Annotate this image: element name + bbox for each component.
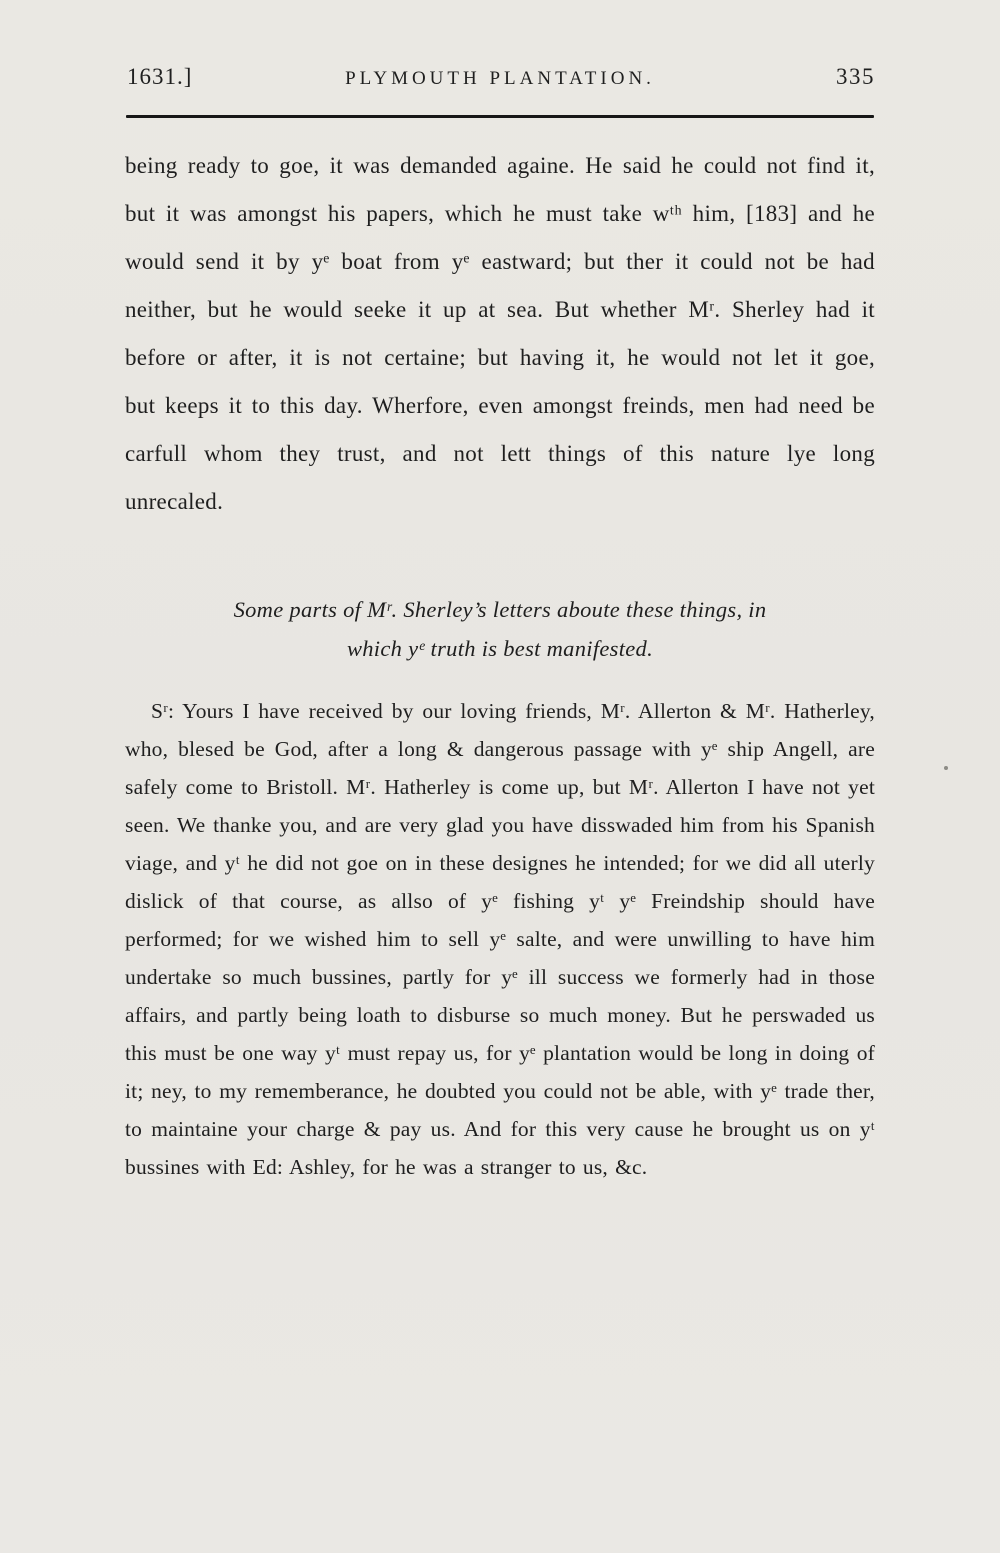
header-title: PLYMOUTH PLANTATION. [345, 68, 655, 89]
page-body [125, 142, 875, 1186]
scan-speck [944, 766, 948, 770]
section-heading-line2: which yᵉ truth is best manifested. [346, 636, 654, 661]
section-heading [125, 590, 875, 668]
header-rule [126, 115, 874, 118]
section-heading-line1: Some parts of Mʳ. Sherley’s letters aboute these things, in [233, 597, 767, 622]
page-header [125, 64, 875, 96]
header-page-number: 335 [836, 64, 875, 89]
paragraph-continuation: being ready to goe, it was demanded againe. He said he could not find it, but it was amongst his papers, which he must take wᵗʰ him, [183] and he would send it by yᵉ boat from yᵉ eastward; but ther it could not be had neither, but he would seeke it up at sea. But whether Mʳ. Sherley had it before or after, it is not certaine; but having it, he would not let it goe, but keeps it to this day. Wherfore, even amongst freinds, men had need be carfull whom they trust, and not lett things of this nature lye long unrecaled. [125, 153, 875, 514]
letter-paragraph: Sʳ: Yours I have received by our loving friends, Mʳ. Allerton & Mʳ. Hatherley, who, blesed be God, after a long & dangerous passage with yᵉ ship Angell, are safely come to Bristoll. Mʳ. Hatherley is come up, but Mʳ. Allerton I have not yet seen. We thanke you, and are very glad you have disswaded him from his Spanish viage, and yᵗ he did not goe on in these designes he intended; for we did all uterly dislick of that course, as allso of yᵉ fishing yᵗ yᵉ Freindship should have performed; for we wished him to sell yᵉ salte, and were unwilling to have him undertake so much bussines, partly for yᵉ ill success we formerly had in those affairs, and partly being loath to disburse so much money. But he perswaded us this must be one way yᵗ must repay us, for yᵉ plantation would be long in doing of it; ney, to my rememberance, he doubted you could not be able, with yᵉ trade ther, to maintaine your charge & pay us. And for this very cause he brought us on yᵗ bussines with Ed: Ashley, for he was a stranger to us, &c. [125, 699, 875, 1179]
header-year: 1631.] [127, 64, 193, 89]
